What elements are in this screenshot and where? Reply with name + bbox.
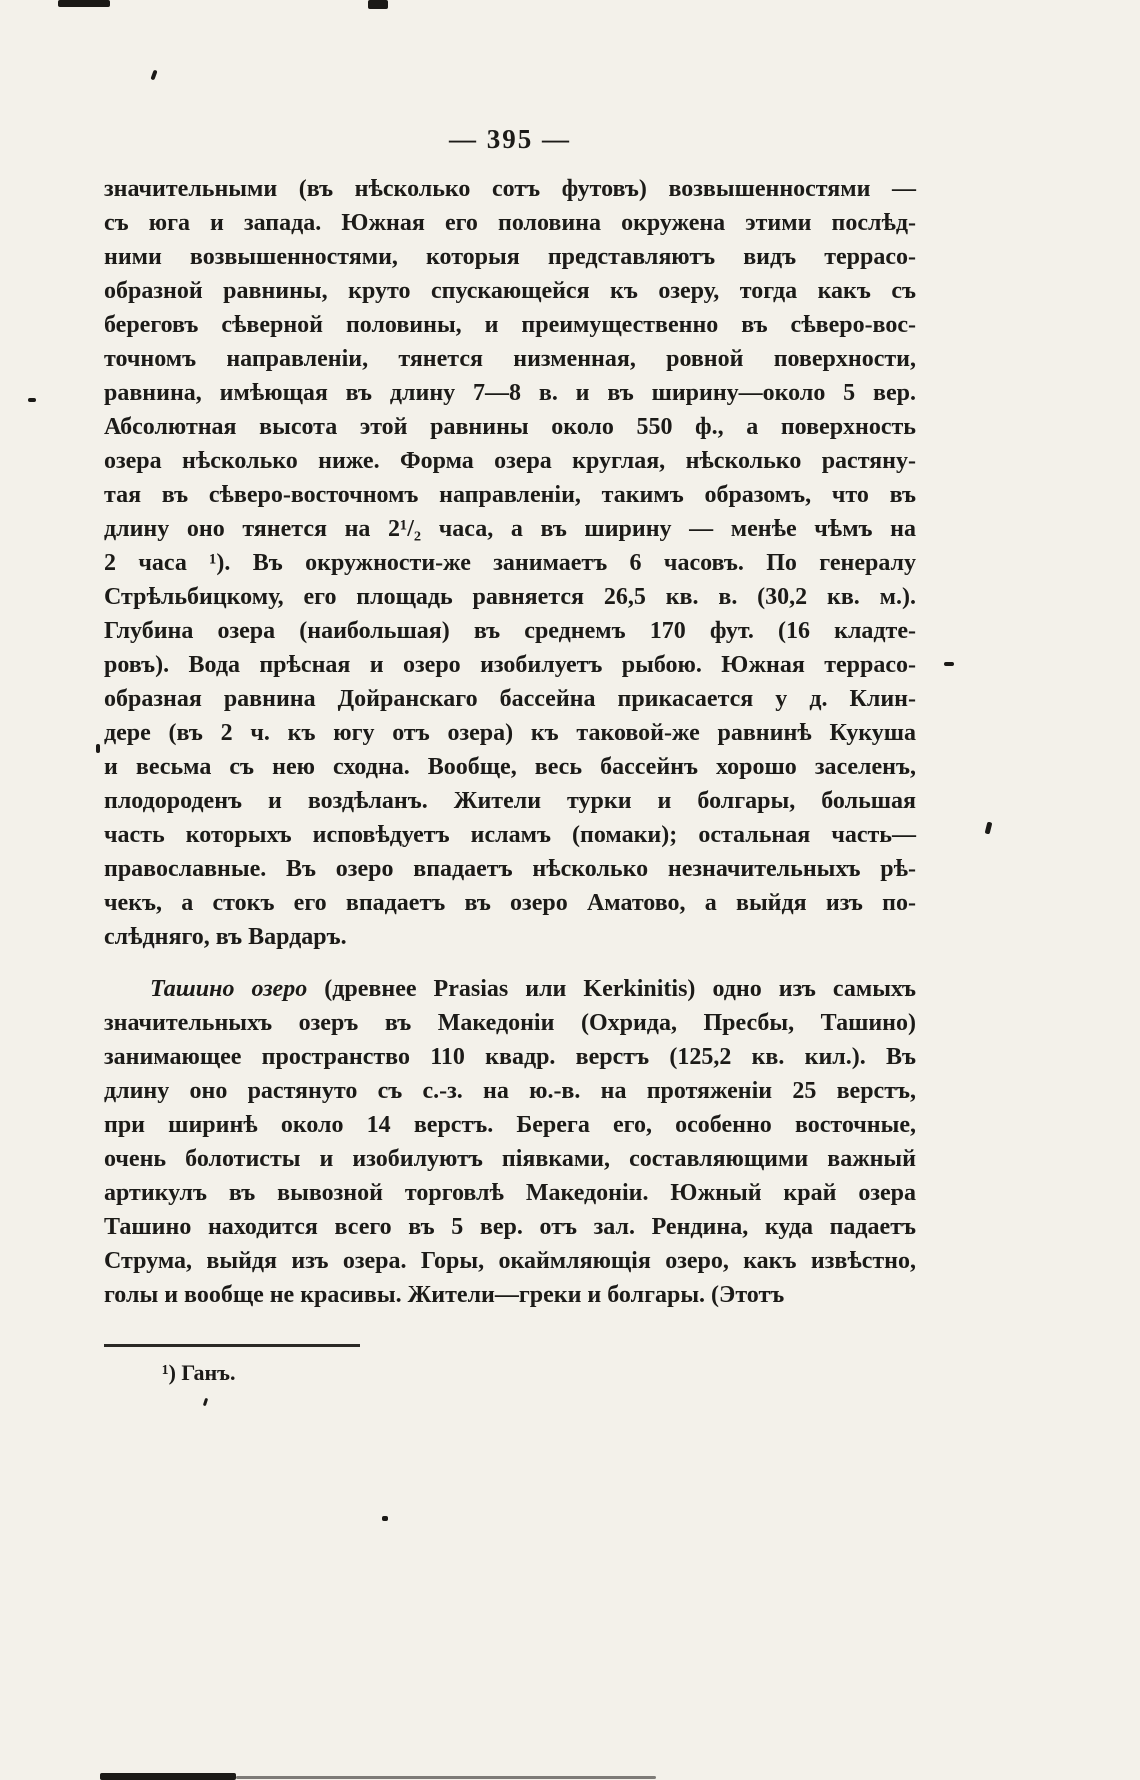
scan-artifact: [382, 1516, 388, 1521]
scan-artifact: [985, 822, 993, 835]
text-line: слѣдняго, въ Вардаръ.: [104, 924, 347, 950]
text-line: 2 часа ¹). Въ окружности-же занимаетъ 6 часовъ. По генералу: [104, 550, 916, 576]
text-line: длину оно растянуто съ с.-з. на ю.-в. на протяженіи 25 верстъ,: [104, 1078, 916, 1104]
text-line: озера нѣсколько ниже. Форма озера круглая, нѣсколько растяну-: [104, 448, 916, 474]
scan-artifact: [58, 0, 110, 7]
page-number: — 395 —: [449, 124, 571, 154]
scan-artifact: [28, 398, 36, 402]
emphasis-text: Ташино озеро: [150, 976, 308, 1002]
footnote: ¹) Ганъ.: [162, 1360, 236, 1385]
text-line: точномъ направленіи, тянется низменная, ровной поверхности,: [104, 346, 916, 372]
paragraph: [104, 172, 916, 954]
text-line: занимающее пространство 110 квадр. верстъ (125,2 кв. кил.). Въ: [104, 1044, 916, 1070]
text-line: Струма, выйдя изъ озера. Горы, окаймляющія озеро, какъ извѣстно,: [104, 1248, 916, 1274]
scan-artifact: [236, 1776, 656, 1779]
scan-artifact: [203, 1398, 208, 1407]
text-line: образной равнины, круто спускающейся къ озеру, тогда какъ съ: [104, 278, 916, 304]
text-line: православные. Въ озеро впадаетъ нѣсколько незначительныхъ рѣ-: [104, 856, 916, 882]
text-line: плодороденъ и воздѣланъ. Жители турки и болгары, большая: [104, 788, 916, 814]
text-line: чекъ, а стокъ его впадаетъ въ озеро Аматово, а выйдя изъ по-: [104, 890, 916, 916]
scan-artifact: [944, 662, 954, 666]
text-line: Глубина озера (наибольшая) въ среднемъ 170 фут. (16 кладте-: [104, 618, 916, 644]
text-line: Ташино находится всего въ 5 вер. отъ зал. Рендина, куда падаетъ: [104, 1214, 916, 1240]
text-line: ними возвышенностями, которыя представляютъ видъ террасо-: [104, 244, 916, 270]
scan-artifact: [368, 0, 388, 9]
text-line: артикулъ въ вывозной торговлѣ Македоніи. Южный край озера: [104, 1180, 916, 1206]
footnote-separator: [104, 1344, 360, 1347]
text-line: дере (въ 2 ч. къ югу отъ озера) къ таковой-же равнинѣ Кукуша: [104, 720, 916, 746]
text-line: и весьма съ нею сходна. Вообще, весь бассейнъ хорошо заселенъ,: [104, 754, 916, 780]
text-block: [104, 172, 916, 1312]
text-line: ровъ). Вода прѣсная и озеро изобилуетъ рыбою. Южная террасо-: [104, 652, 916, 678]
text-line: значительныхъ озеръ въ Македоніи (Охрида, Пресбы, Ташино): [104, 1010, 916, 1036]
text-line: съ юга и запада. Южная его половина окружена этими послѣд-: [104, 210, 916, 236]
paragraph: [104, 972, 916, 1312]
scan-artifact: [100, 1773, 236, 1780]
text-line: при ширинѣ около 14 верстъ. Берега его, особенно восточные,: [104, 1112, 916, 1138]
text-line: равнина, имѣющая въ длину 7—8 в. и въ ширину—около 5 вер.: [104, 380, 916, 406]
text-line: значительными (въ нѣсколько сотъ футовъ) возвышенностями —: [104, 176, 916, 202]
scan-artifact: [150, 70, 157, 81]
text-line: Стрѣльбицкому, его площадь равняется 26,5 кв. в. (30,2 кв. м.).: [104, 584, 916, 610]
text-line: длину оно тянется на 2¹/₂ часа, а въ ширину — менѣе чѣмъ на: [104, 516, 916, 542]
text-line: образная равнина Дойранскаго бассейна прикасается у д. Клин-: [104, 686, 916, 712]
scan-artifact: [96, 744, 100, 753]
text-line: очень болотисты и изобилуютъ піявками, составляющими важный: [104, 1146, 916, 1172]
text-line: Ташино озеро (древнее Prasias или Kerkinitis) одно изъ самыхъ: [150, 976, 917, 1002]
text-line: часть которыхъ исповѣдуетъ исламъ (помаки); остальная часть—: [104, 822, 916, 848]
text-line: тая въ сѣверо-восточномъ направленіи, такимъ образомъ, что въ: [104, 482, 916, 508]
text-line: голы и вообще не красивы. Жители—греки и болгары. (Этотъ: [104, 1282, 785, 1308]
text-line: Абсолютная высота этой равнины около 550 ф., а поверхность: [104, 414, 916, 440]
text-line: береговъ сѣверной половины, и преимущественно въ сѣверо-вос-: [104, 312, 916, 338]
